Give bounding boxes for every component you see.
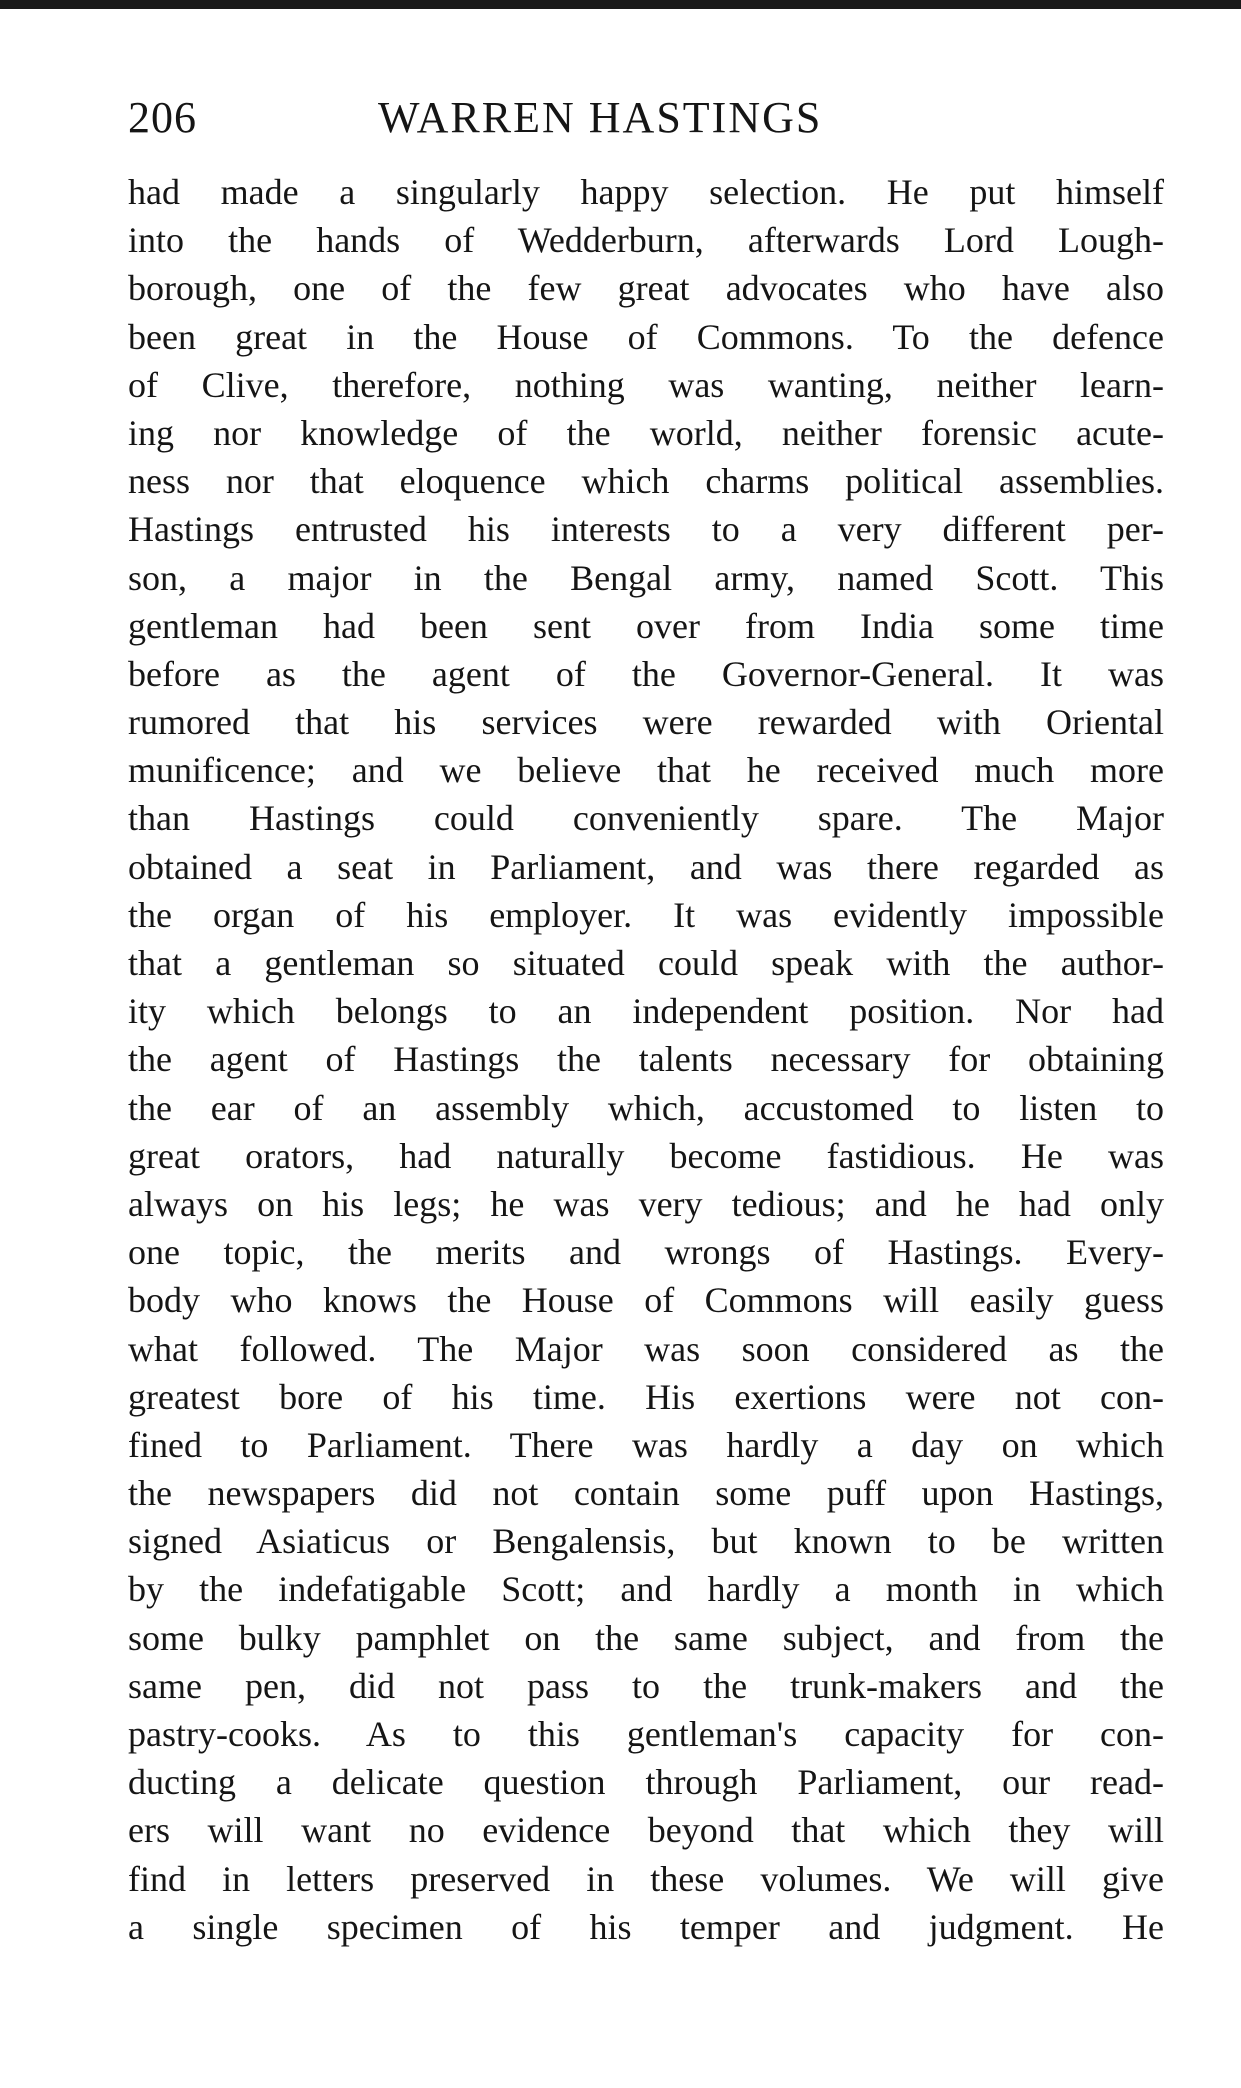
text-line: had made a singularly happy selection. He put himself xyxy=(128,172,1164,212)
text-line: body who knows the House of Commons will easily guess xyxy=(128,1280,1164,1321)
text-line: great orators, had naturally become fastidious. He was xyxy=(128,1135,1164,1176)
text-line: same pen, did not pass to the trunk-makers and the xyxy=(128,1665,1164,1706)
text-line: than Hastings could conveniently spare. The Major xyxy=(128,798,1164,839)
text-line: one topic, the merits and wrongs of Hastings. Every- xyxy=(128,1232,1164,1273)
text-line: into the hands of Wedderburn, afterwards Lord Lough- xyxy=(128,220,1164,261)
text-line: ers will want no evidence beyond that which they will xyxy=(128,1810,1164,1851)
text-line: rumored that his services were rewarded with Oriental xyxy=(128,702,1164,743)
text-line: munificence; and we believe that he received much more xyxy=(128,750,1164,791)
body-text xyxy=(128,168,1164,1951)
text-line: ness nor that eloquence which charms political assemblies. xyxy=(128,461,1164,502)
text-line: that a gentleman so situated could speak with the author- xyxy=(128,943,1164,983)
text-line: son, a major in the Bengal army, named Scott. This xyxy=(128,557,1164,598)
text-line: signed Asiaticus or Bengalensis, but known to be written xyxy=(128,1521,1164,1562)
text-line: pastry-cooks. As to this gentleman's capacity for con- xyxy=(128,1714,1164,1754)
text-line: fined to Parliament. There was hardly a day on which xyxy=(128,1424,1164,1465)
text-line: greatest bore of his time. His exertions were not con- xyxy=(128,1376,1164,1417)
running-title: WARREN HASTINGS xyxy=(378,93,823,142)
text-line: ducting a delicate question through Parliament, our read- xyxy=(128,1762,1164,1803)
page-number: 206 xyxy=(128,93,197,142)
text-line: gentleman had been sent over from India some time xyxy=(128,605,1164,646)
text-line: ing nor knowledge of the world, neither forensic acute- xyxy=(128,412,1164,453)
text-line: the agent of Hastings the talents necessary for obtaining xyxy=(128,1039,1164,1080)
text-line: of Clive, therefore, nothing was wanting, neither learn- xyxy=(128,364,1164,405)
text-line: the ear of an assembly which, accustomed to listen to xyxy=(128,1087,1164,1128)
text-line: a single specimen of his temper and judgment. He xyxy=(128,1906,1164,1947)
text-line: borough, one of the few great advocates who have also xyxy=(128,268,1164,309)
text-line: by the indefatigable Scott; and hardly a month in which xyxy=(128,1569,1164,1610)
text-line: obtained a seat in Parliament, and was there regarded as xyxy=(128,846,1164,887)
top-border-rule xyxy=(0,0,1241,9)
text-line: always on his legs; he was very tedious; and he had only xyxy=(128,1183,1164,1224)
text-line: been great in the House of Commons. To the defence xyxy=(128,316,1164,357)
text-line: before as the agent of the Governor-General. It was xyxy=(128,653,1164,694)
text-line: ity which belongs to an independent position. Nor had xyxy=(128,991,1164,1032)
text-line: find in letters preserved in these volumes. We will give xyxy=(128,1858,1164,1899)
text-line: the organ of his employer. It was evidently impossible xyxy=(128,894,1164,935)
text-line: what followed. The Major was soon considered as the xyxy=(128,1328,1164,1369)
text-line: some bulky pamphlet on the same subject, and from the xyxy=(128,1617,1164,1658)
text-line: Hastings entrusted his interests to a very different per- xyxy=(128,509,1164,550)
text-line: the newspapers did not contain some puff upon Hastings, xyxy=(128,1473,1164,1514)
